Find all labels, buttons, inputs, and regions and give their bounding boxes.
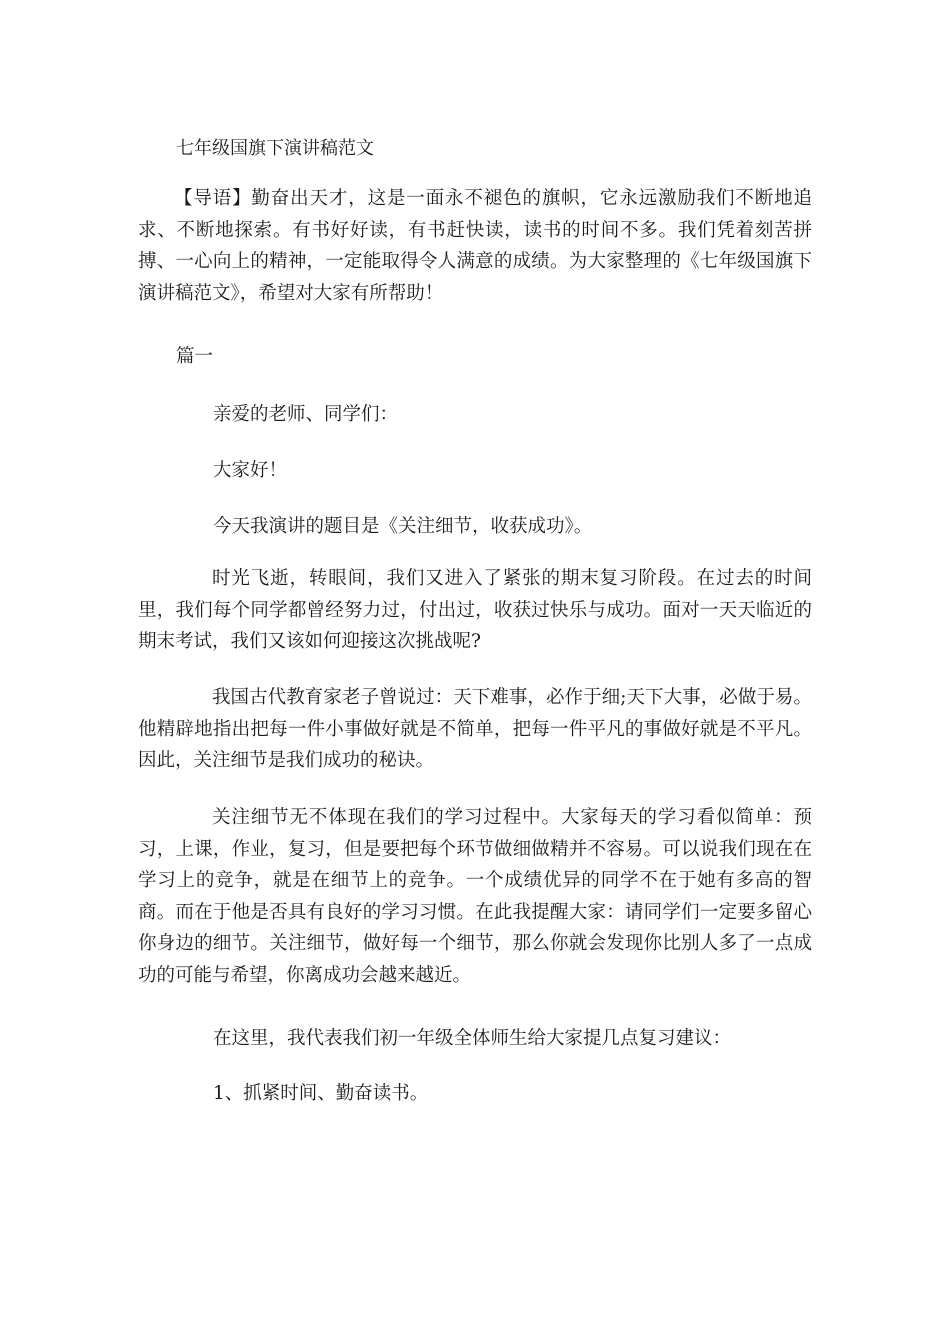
document-title: 七年级国旗下演讲稿范文 (176, 138, 374, 159)
body-paragraph: 关注细节无不体现在我们的学习过程中。大家每天的学习看似简单：预习，上课，作业，复习，但是要把每个环节做细做精并不容易。可以说我们现在在学习上的竞争，就是在细节上的竞争。一个成绩优异的同学不在于她有多高的智商。而在于他是否具有良好的学习习惯。在此我提醒大家：请同学们一定要多留心你身边的细节。关注细节，做好每一个细节，那么你就会发现你比别人多了一点成功的可能与希望，你离成功会越来越近。 (138, 807, 812, 986)
greeting: 大家好！ (213, 460, 288, 481)
body-paragraph: 时光飞逝，转眼间，我们又进入了紧张的期末复习阶段。在过去的时间里，我们每个同学都曾经努力过，付出过，收获过快乐与成功。面对一天天临近的期末考试，我们又该如何迎接这次挑战呢? (138, 568, 812, 652)
advice-item: 1、抓紧时间、勤奋读书。 (213, 1083, 429, 1104)
body-paragraph: 我国古代教育家老子曾说过：天下难事，必作于细;天下大事，必做于易。他精辟地指出把每一件小事做好就是不简单，把每一件平凡的事做好就是不平凡。因此，关注细节是我们成功的秘诀。 (138, 687, 812, 771)
intro-paragraph: 【导语】勤奋出天才，这是一面永不褪色的旗帜，它永远激励我们不断地追求、不断地探索。有书好好读，有书赶快读，读书的时间不多。我们凭着刻苦拼搏、一心向上的精神，一定能取得令人满意的成绩。为大家整理的《七年级国旗下演讲稿范文》，希望对大家有所帮助！ (138, 188, 812, 304)
section-heading: 篇一 (176, 346, 214, 367)
salutation: 亲爱的老师、同学们： (213, 404, 399, 425)
advice-intro: 在这里，我代表我们初一年级全体师生给大家提几点复习建议： (213, 1028, 732, 1049)
speech-topic: 今天我演讲的题目是《关注细节，收获成功》。 (213, 516, 593, 537)
